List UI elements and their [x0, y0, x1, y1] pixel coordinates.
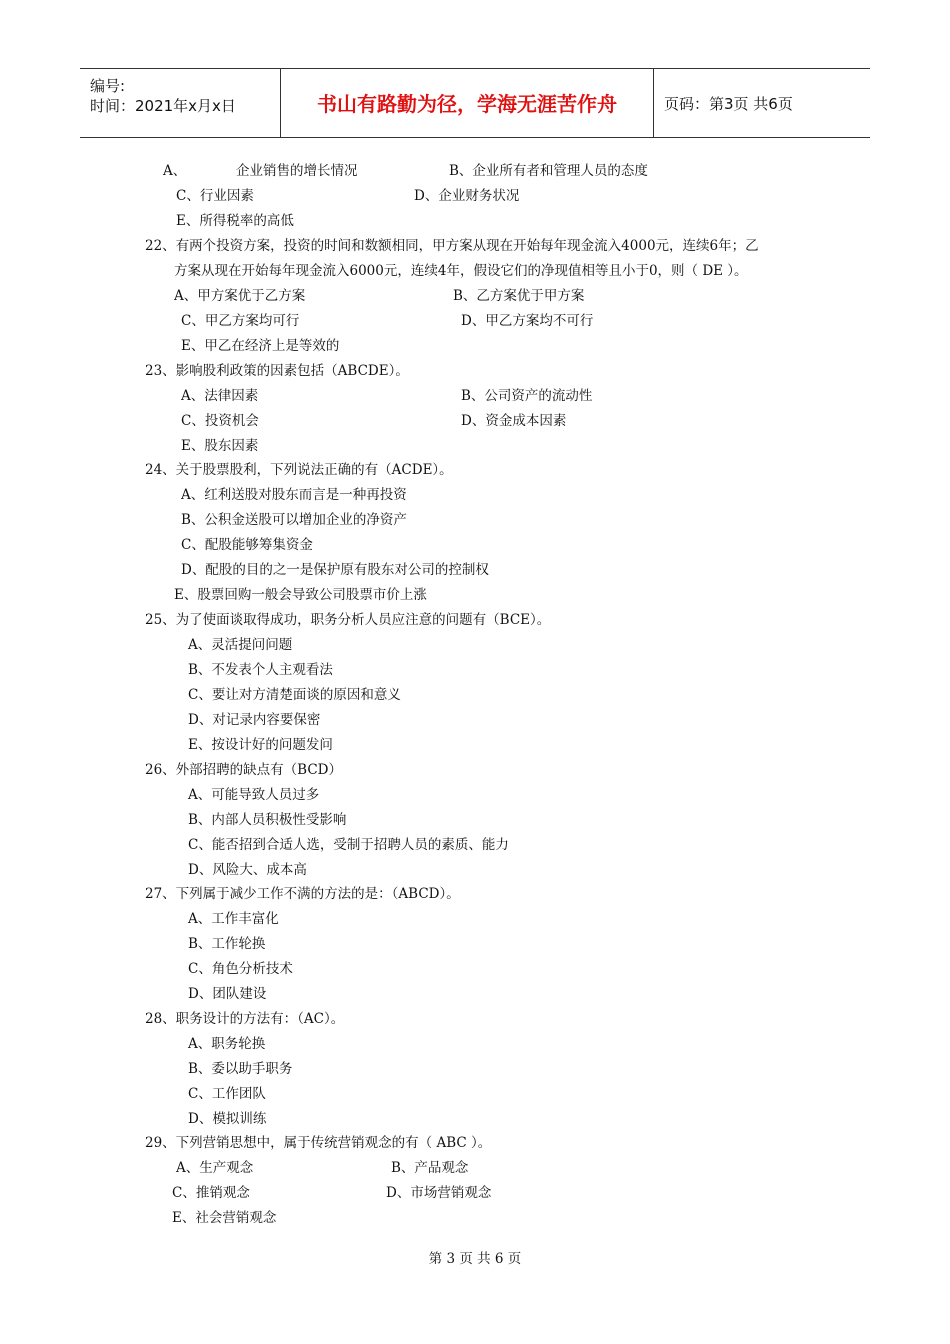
text-line: D、甲乙方案均不可行 [461, 313, 594, 329]
text-line: D、风险大、成本高 [188, 862, 307, 878]
text-line: B、公积金送股可以增加企业的净资产 [181, 512, 407, 528]
text-line: A、甲方案优于乙方案 [174, 288, 306, 304]
text-line: A、法律因素 [181, 388, 259, 404]
text-line: A、可能导致人员过多 [188, 787, 320, 803]
text-line: B、委以助手职务 [188, 1061, 293, 1077]
text-line: B、乙方案优于甲方案 [453, 288, 585, 304]
text-line: D、配股的目的之一是保护原有股东对公司的控制权 [181, 562, 489, 578]
text-line: 企业销售的增长情况 [236, 163, 358, 179]
text-line: C、工作团队 [188, 1086, 266, 1102]
page-footer: 第 3 页 共 6 页 [428, 1251, 522, 1267]
text-line: E、所得税率的高低 [176, 213, 294, 229]
text-line: A、灵活提问问题 [188, 637, 293, 653]
text-line: E、社会营销观念 [172, 1210, 277, 1226]
text-line: D、模拟训练 [188, 1111, 267, 1127]
text-line: 方案从现在开始每年现金流入6000元，连续4年，假设它们的净现值相等且小于0，则（ DE ）。 [174, 263, 748, 279]
text-line: B、内部人员积极性受影响 [188, 812, 347, 828]
text-line: D、资金成本因素 [461, 413, 567, 429]
time-label: 时间：2021年x月x日 [90, 97, 236, 115]
text-line: E、按设计好的问题发问 [188, 737, 333, 753]
text-line: 29、下列营销思想中，属于传统营销观念的有（ ABC ）。 [145, 1135, 492, 1151]
text-line: E、甲乙在经济上是等效的 [181, 338, 340, 354]
text-line: D、市场营销观念 [386, 1185, 492, 1201]
text-line: D、对记录内容要保密 [188, 712, 321, 728]
page-header [80, 68, 870, 138]
text-line: 28、职务设计的方法有：（AC）。 [145, 1011, 345, 1027]
header-page-info: 页码：第3页 共6页 [664, 95, 793, 113]
header-meta [80, 69, 281, 137]
text-line: D、企业财务状况 [414, 188, 520, 204]
text-line: 26、外部招聘的缺点有（BCD） [145, 762, 343, 778]
text-line: D、团队建设 [188, 986, 267, 1002]
text-line: 27、下列属于减少工作不满的方法的是：（ABCD）。 [145, 886, 460, 902]
text-line: 24、关于股票股利，下列说法正确的有（ACDE）。 [145, 462, 453, 478]
text-line: C、要让对方清楚面谈的原因和意义 [188, 687, 401, 703]
text-line: C、推销观念 [172, 1185, 250, 1201]
text-line: 23、影响股利政策的因素包括（ABCDE）。 [145, 363, 409, 379]
text-line: B、不发表个人主观看法 [188, 662, 333, 678]
text-line: A、职务轮换 [188, 1036, 266, 1052]
text-line: C、配股能够筹集资金 [181, 537, 313, 553]
header-motto: 书山有路勤为径，学海无涯苦作舟 [281, 69, 654, 137]
text-line: A、工作丰富化 [188, 911, 279, 927]
text-line: C、角色分析技术 [188, 961, 293, 977]
text-line: A、红利送股对股东而言是一种再投资 [181, 487, 407, 503]
text-line: C、行业因素 [176, 188, 254, 204]
serial-label: 编号: [90, 77, 126, 95]
text-line: C、能否招到合适人选，受制于招聘人员的素质、能力 [188, 837, 509, 853]
text-line: C、投资机会 [181, 413, 259, 429]
text-line: E、股东因素 [181, 438, 259, 454]
text-line: A、生产观念 [176, 1160, 254, 1176]
text-line: A、 [163, 163, 187, 179]
text-line: C、甲乙方案均可行 [181, 313, 300, 329]
text-line: 22、有两个投资方案，投资的时间和数额相同，甲方案从现在开始每年现金流入4000元，连续6年；乙 [145, 238, 759, 254]
text-line: B、企业所有者和管理人员的态度 [449, 163, 648, 179]
text-line: E、股票回购一般会导致公司股票市价上涨 [174, 587, 427, 603]
text-line: 25、为了使面谈取得成功，职务分析人员应注意的问题有（BCE）。 [145, 612, 551, 628]
text-line: B、公司资产的流动性 [461, 388, 593, 404]
text-line: B、工作轮换 [188, 936, 266, 952]
text-line: B、产品观念 [391, 1160, 469, 1176]
